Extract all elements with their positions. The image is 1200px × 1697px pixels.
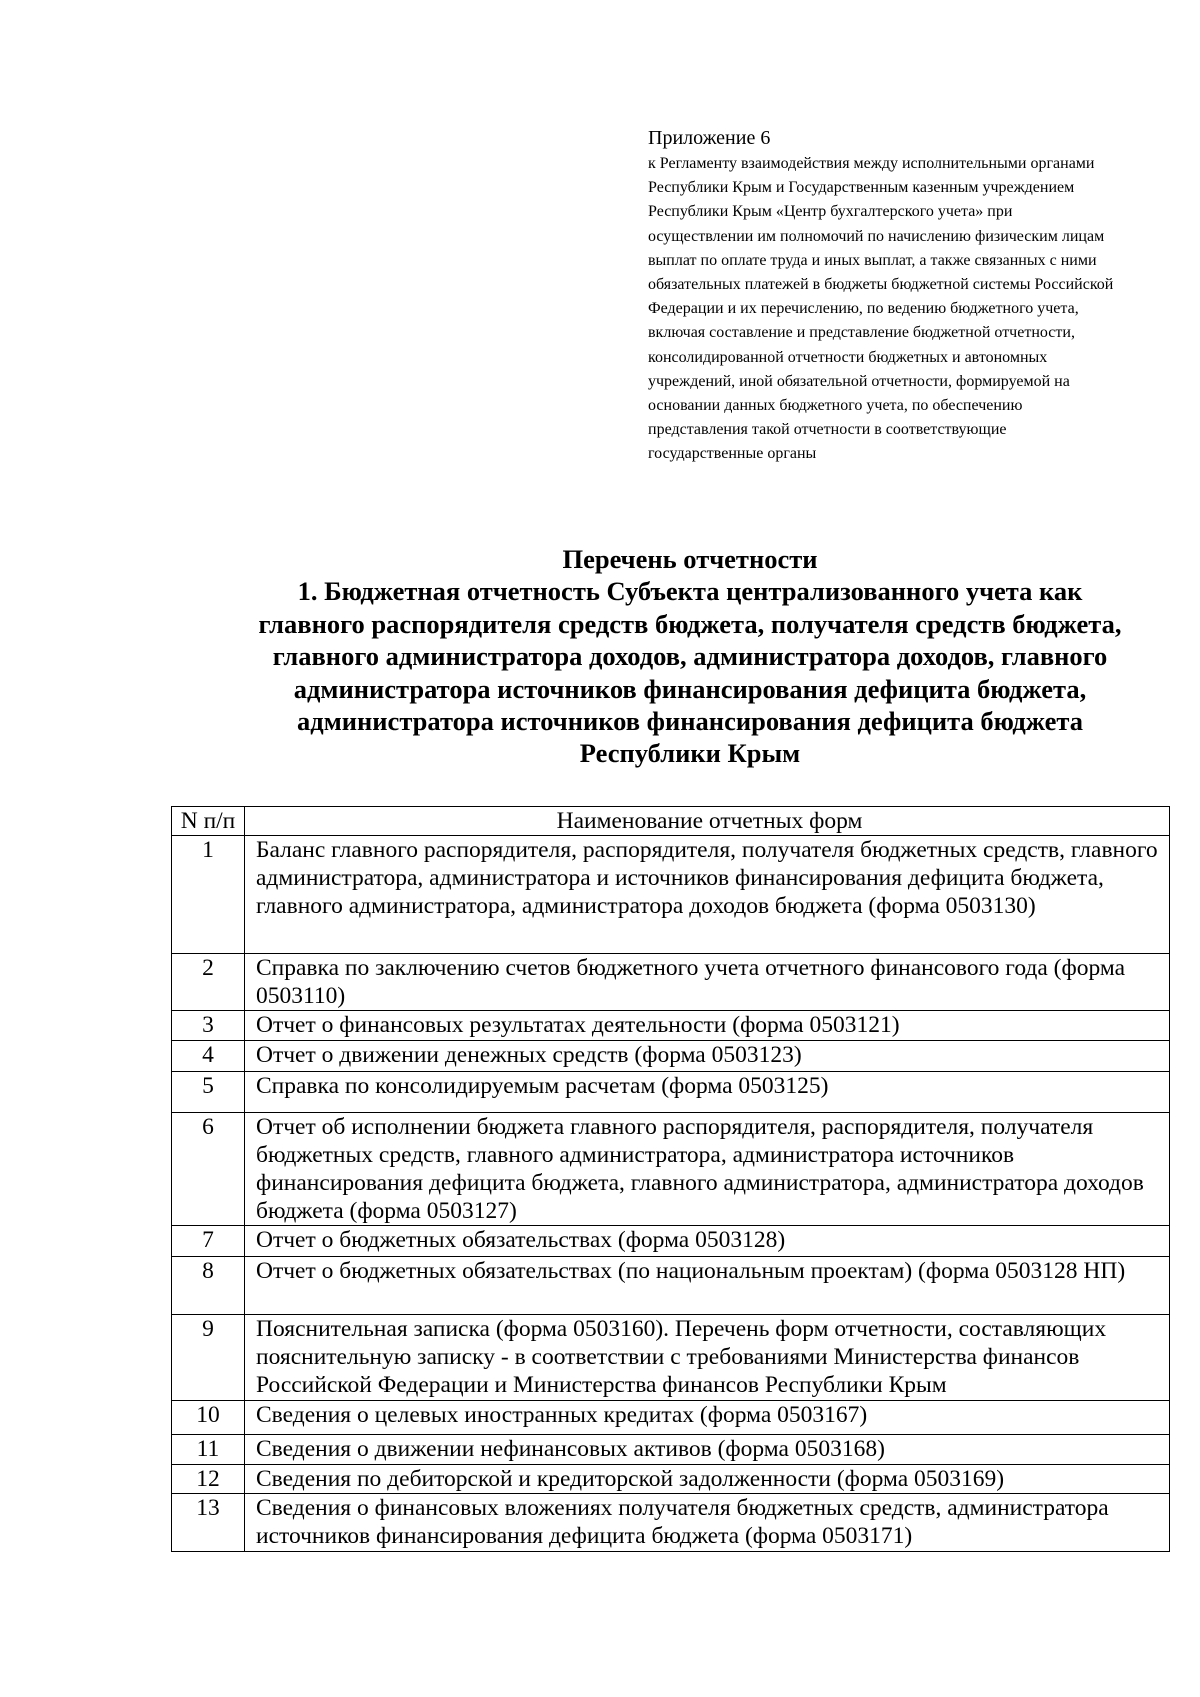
heading-line: главного распорядителя средств бюджета, получателя средств бюджета, — [258, 608, 1122, 639]
table-row — [172, 1315, 1170, 1401]
row-number: 6 — [172, 1113, 245, 1226]
heading-line: главного администратора доходов, администратора доходов, главного — [272, 641, 1108, 672]
row-form-name: Справка по консолидируемым расчетам (форма 0503125) — [245, 1072, 1170, 1113]
row-form-name: Пояснительная записка (форма 0503160). Перечень форм отчетности, составляющих пояснительную записку - в соответствии с требованиями Министерства финансов Российской Федерации и Министерства финансов Республики Крым — [245, 1315, 1170, 1401]
document-heading — [190, 543, 1190, 770]
row-number: 7 — [172, 1226, 245, 1257]
row-number: 2 — [172, 954, 245, 1011]
heading-line: администратора источников финансирования дефицита бюджета — [297, 706, 1083, 737]
table-row — [172, 1113, 1170, 1226]
table-row — [172, 1257, 1170, 1315]
row-form-name: Сведения по дебиторской и кредиторской задолженности (форма 0503169) — [245, 1465, 1170, 1494]
row-number: 12 — [172, 1465, 245, 1494]
appendix-block — [648, 126, 1118, 467]
row-form-name: Отчет о финансовых результатах деятельности (форма 0503121) — [245, 1011, 1170, 1041]
heading-line: Перечень отчетности — [562, 544, 818, 574]
table-row — [172, 1072, 1170, 1113]
row-form-name: Сведения о движении нефинансовых активов (форма 0503168) — [245, 1435, 1170, 1465]
table-row — [172, 1011, 1170, 1041]
row-number: 10 — [172, 1401, 245, 1435]
appendix-text: к Регламенту взаимодействия между исполнительными органами Республики Крым и Государственным казенным учреждением Республики Крым «Центр бухгалтерского учета» при осуществлении им полномочий по начислению физическим лицам выплат по оплате труда и иных выплат, а также связанных с ними обязательных платежей в бюджеты бюджетной системы Российской Федерации и их перечислению, по ведению бюджетного учета, включая составление и представление бюджетной отчетности, консолидированной отчетности бюджетных и автономных учреждений, иной обязательной отчетности, формируемой на основании данных бюджетного учета, по обеспечению представления такой отчетности в соответствующие государственные органы — [648, 155, 1114, 463]
table-row — [172, 954, 1170, 1011]
header-num-cell: N п/п — [172, 807, 245, 836]
row-form-name: Сведения о финансовых вложениях получателя бюджетных средств, администратора источников финансирования дефицита бюджета (форма 0503171) — [245, 1494, 1170, 1552]
row-number: 4 — [172, 1041, 245, 1072]
appendix-title: Приложение 6 — [648, 127, 771, 149]
row-number: 13 — [172, 1494, 245, 1552]
row-number: 9 — [172, 1315, 245, 1401]
table-row — [172, 1494, 1170, 1552]
heading-line: Республики Крым — [579, 738, 801, 769]
table-row — [172, 1401, 1170, 1435]
row-form-name: Справка по заключению счетов бюджетного учета отчетного финансового года (форма 0503110) — [245, 954, 1170, 1011]
row-form-name: Отчет о бюджетных обязательствах (по национальным проектам) (форма 0503128 НП) — [245, 1257, 1170, 1315]
row-form-name: Отчет о движении денежных средств (форма 0503123) — [245, 1041, 1170, 1072]
row-number: 8 — [172, 1257, 245, 1315]
table-row — [172, 1041, 1170, 1072]
row-number: 1 — [172, 836, 245, 954]
row-form-name: Отчет об исполнении бюджета главного распорядителя, распорядителя, получателя бюджетных средств, главного администратора, администратора источников финансирования дефицита бюджета, главного администратора, администратора доходов бюджета (форма 0503127) — [245, 1113, 1170, 1226]
row-form-name: Баланс главного распорядителя, распорядителя, получателя бюджетных средств, главного администратора, администратора и источников финансирования дефицита бюджета, главного администратора, администратора доходов бюджета (форма 0503130) — [245, 836, 1170, 954]
table-row — [172, 1226, 1170, 1257]
row-form-name: Отчет о бюджетных обязательствах (форма 0503128) — [245, 1226, 1170, 1257]
row-number: 11 — [172, 1435, 245, 1465]
header-name-cell: Наименование отчетных форм — [245, 807, 1170, 836]
table-row — [172, 836, 1170, 954]
table-row — [172, 1465, 1170, 1494]
row-number: 5 — [172, 1072, 245, 1113]
table-header-row — [172, 807, 1170, 836]
heading-line: 1. Бюджетная отчетность Субъекта централизованного учета как — [297, 576, 1083, 607]
reports-table — [171, 806, 1170, 1552]
row-number: 3 — [172, 1011, 245, 1041]
table-row — [172, 1435, 1170, 1465]
row-form-name: Сведения о целевых иностранных кредитах (форма 0503167) — [245, 1401, 1170, 1435]
heading-line: администратора источников финансирования дефицита бюджета, — [293, 673, 1087, 704]
